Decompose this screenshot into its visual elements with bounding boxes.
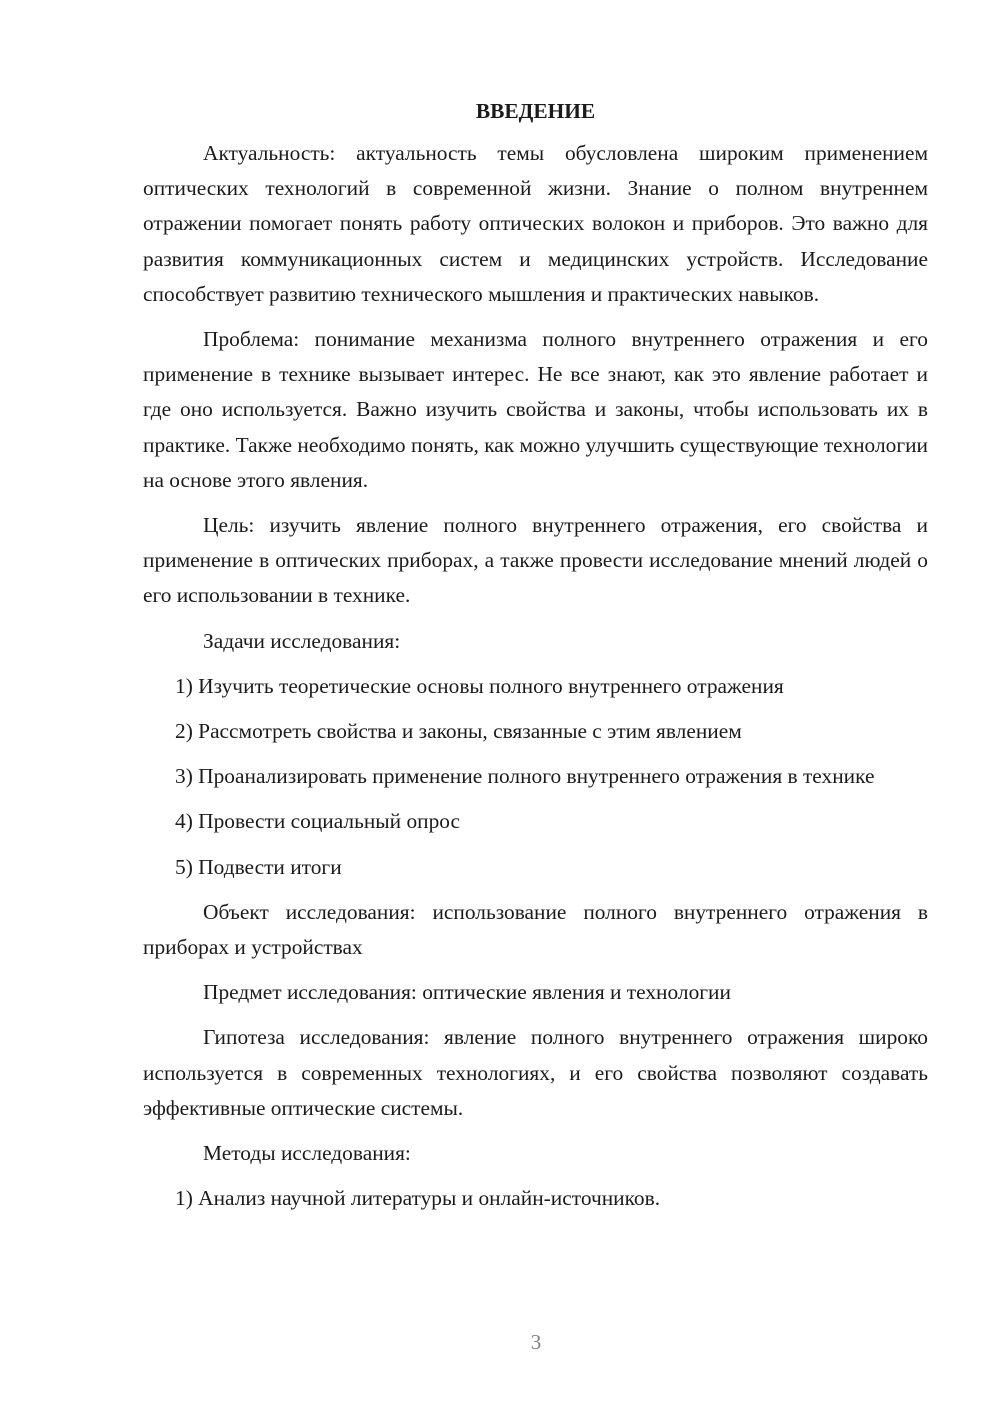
page-number: 3	[530, 1330, 542, 1354]
task-item: 4) Провести социальный опрос	[175, 809, 461, 834]
document-page	[143, 96, 928, 1226]
problem-paragraph: Проблема: понимание механизма полного внутреннего отражения и его применение в технике вызывает интерес. Не все знают, как это явление работает и где оно используется. Важно изучить свойства и законы, чтобы использовать их в практике. Также необходимо понять, как можно улучшить существующие технологии на основе этого явления.	[143, 327, 928, 492]
subject-paragraph: Предмет исследования: оптические явления и технологии	[203, 980, 731, 1005]
task-item: 1) Изучить теоретические основы полного внутреннего отражения	[175, 673, 784, 698]
task-item: 5) Подвести итоги	[175, 854, 342, 879]
methods-heading: Методы исследования:	[203, 1141, 411, 1166]
goal-paragraph: Цель: изучить явление полного внутреннего отражения, его свойства и применение в оптических приборах, а также провести исследование мнений людей о его использовании в технике.	[143, 513, 928, 608]
page-title: ВВЕДЕНИЕ	[475, 99, 596, 123]
object-paragraph: Объект исследования: использование полного внутреннего отражения в приборах и устройствах	[143, 899, 928, 960]
method-item: 1) Анализ научной литературы и онлайн-источников.	[175, 1186, 661, 1211]
task-item: 3) Проанализировать применение полного внутреннего отражения в технике	[175, 764, 875, 789]
relevance-paragraph: Актуальность: актуальность темы обусловлена широким применением оптических технологий в современной жизни. Знание о полном внутреннем отражении помогает понять работу оптических волокон и приборов. Это важно для развития коммуникационных систем и медицинских устройств. Исследование способствует развитию технического мышления и практических навыков.	[143, 141, 928, 306]
hypothesis-paragraph: Гипотеза исследования: явление полного внутреннего отражения широко используется в современных технологиях, и его свойства позволяют создавать эффективные оптические системы.	[143, 1025, 928, 1120]
tasks-heading: Задачи исследования:	[203, 628, 401, 653]
task-item: 2) Рассмотреть свойства и законы, связанные с этим явлением	[175, 719, 742, 744]
